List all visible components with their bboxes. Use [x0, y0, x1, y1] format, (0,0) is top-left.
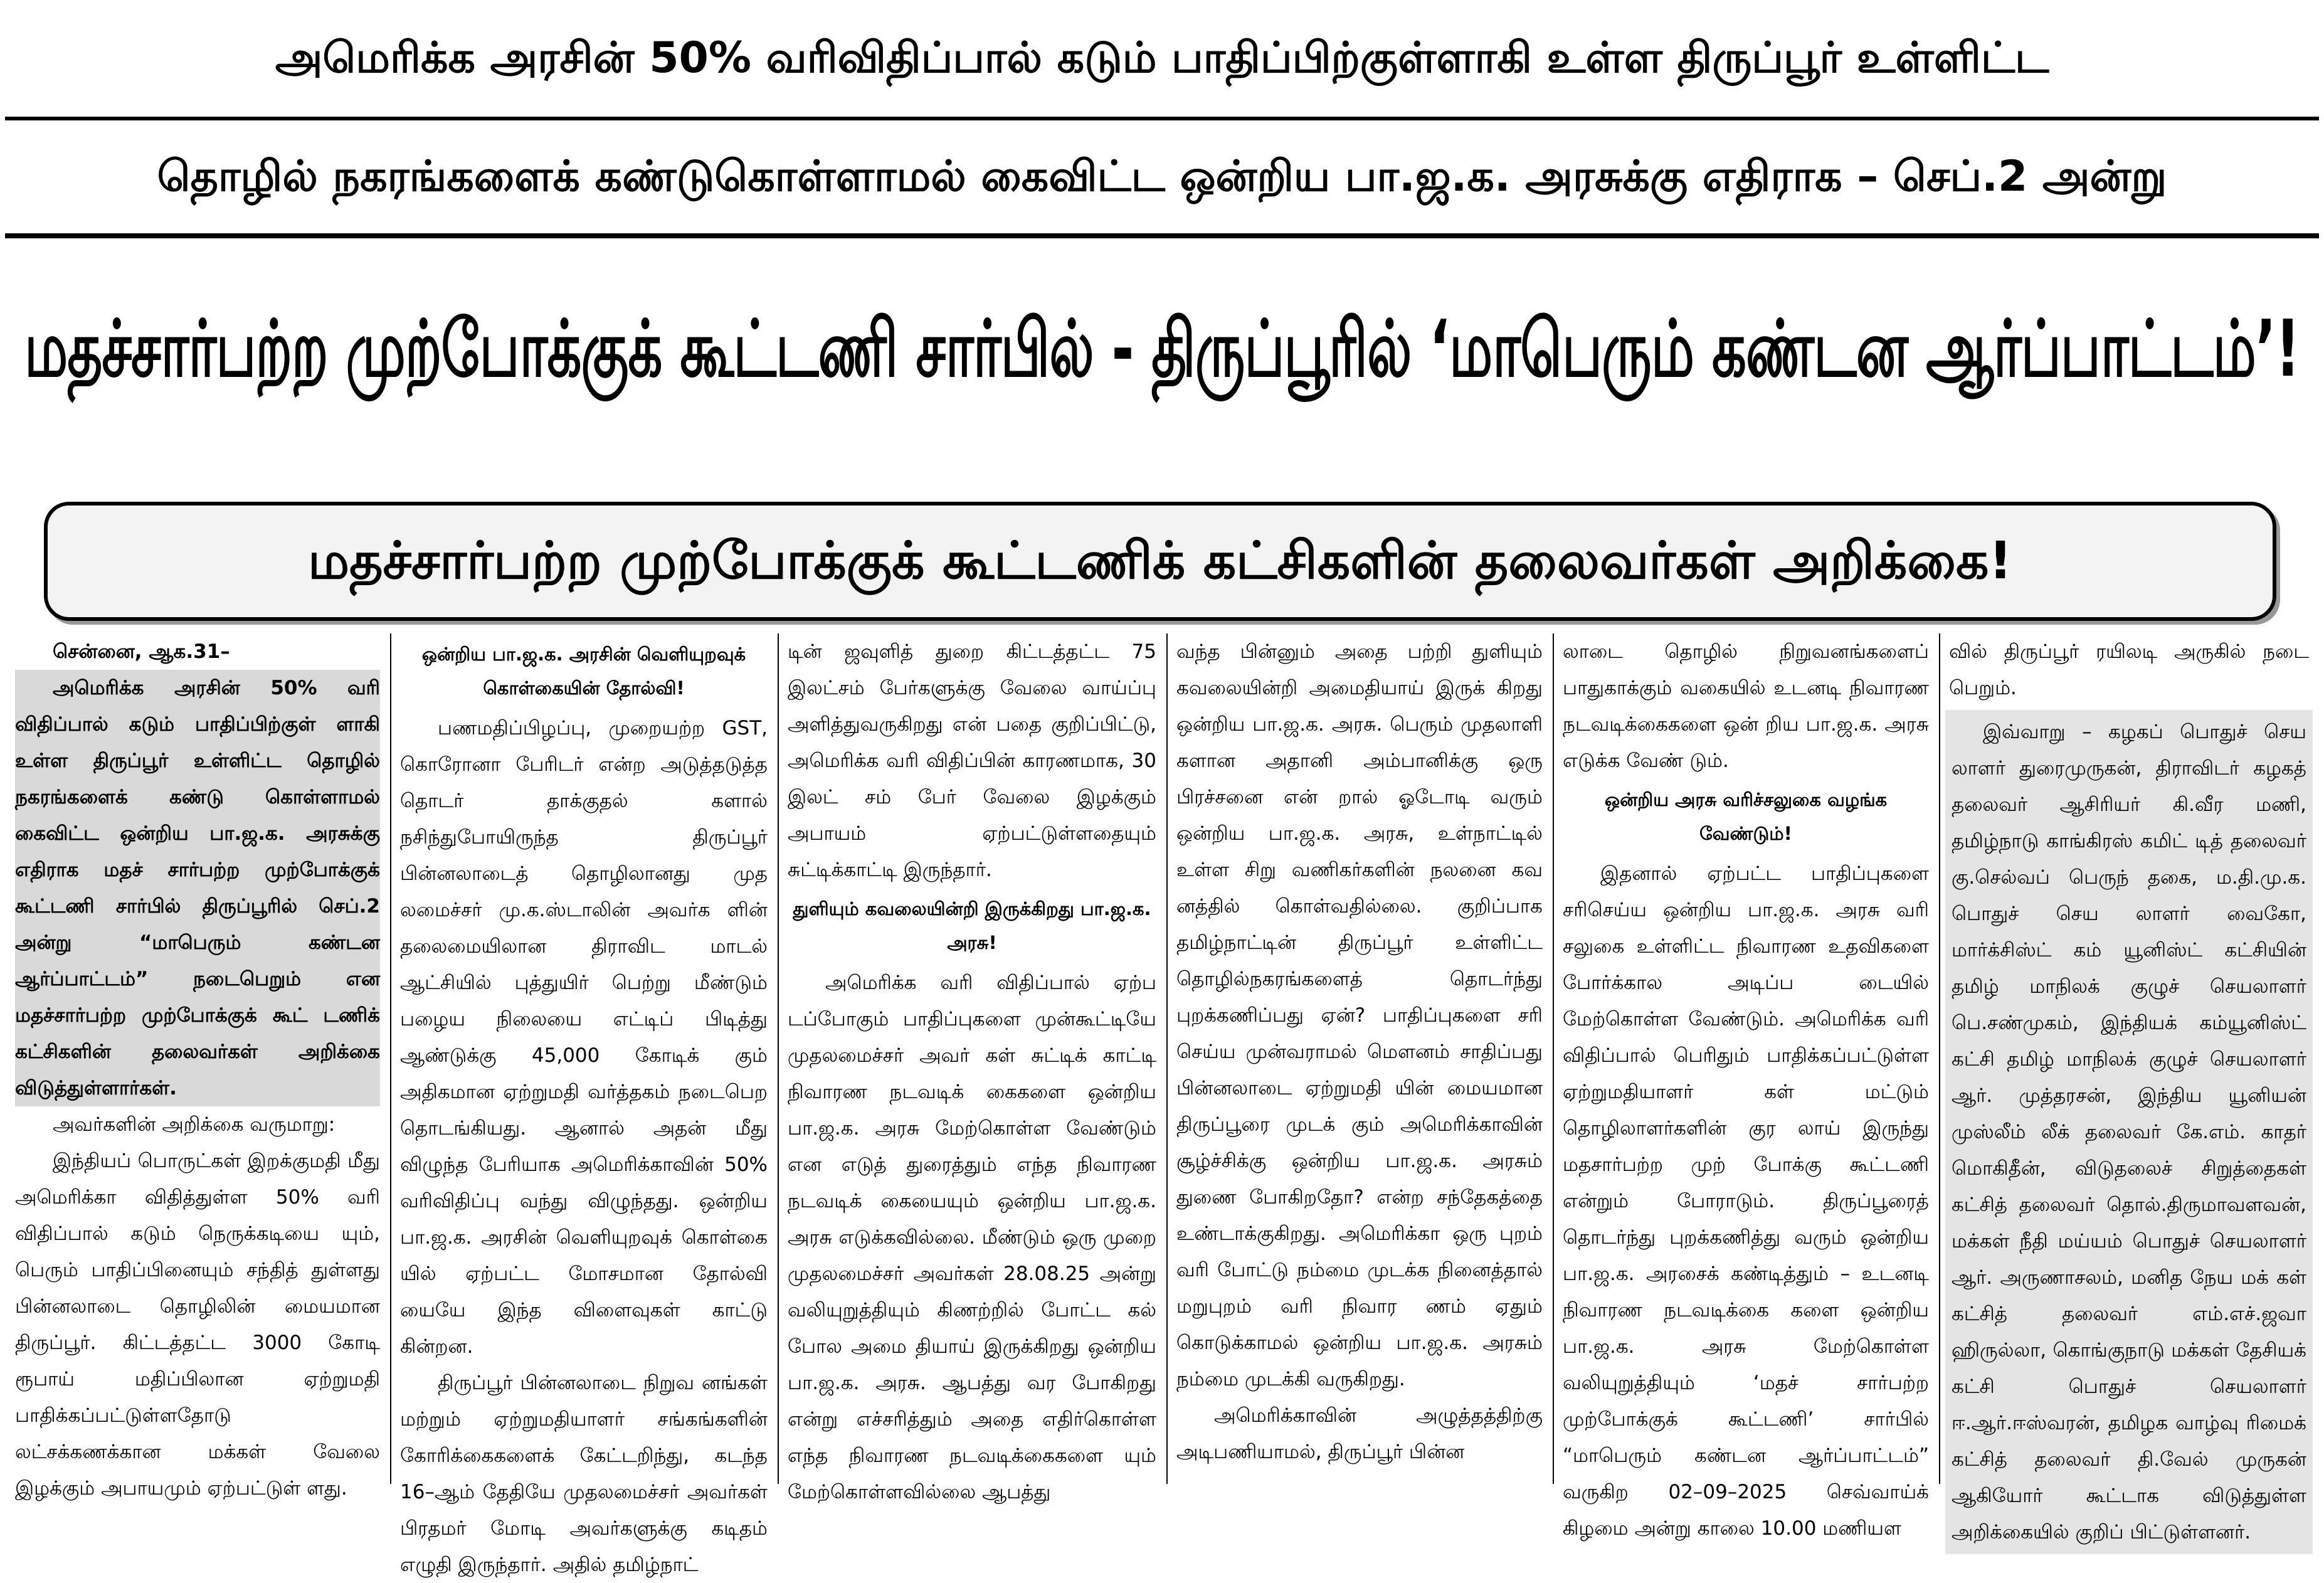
- paragraph: இந்தியப் பொருட்கள் இறக்குமதி மீது அமெரிக்கா விதித்துள்ள 50% வரி விதிப்பால் கடும் நெருக்கடியை யும், பெரும் பாதிப்பினையும் சந்தித் துள்ளது பின்னலாடை தொழிலின் மையமான திருப்பூர். கிட்டத்தட்ட 3000 கோடி ரூபாய் மதிப்பிலான ஏற்றுமதி பாதிக்கப்பட்டுள்ளதோடு லட்சக்கணக்கான மக்கள் வேலை இழக்கும் அபாயமும் ஏற்பட்டுள் ளது.: [15, 1150, 380, 1500]
- paragraph: திருப்பூர் பின்னலாடை நிறுவ னங்கள் மற்றும் ஏற்றுமதியாளர் சங்கங்களின் கோரிக்கைகளைக் கேட்டறிந்து, கடந்த 16–ஆம் தேதியே முதலமைச்சர் அவர்கள் பிரதமர் மோடி அவர்களுக்கு கடிதம் எழுதி இருந்தார். அதில் தமிழ்நாட்: [400, 1372, 768, 1576]
- headline-main: மதச்சார்பற்ற முற்போக்குக் கூட்டணி சார்பில் - திருப்பூரில் ‘மாபெரும் கண்டன ஆர்ப்பாட்டம்’!: [24, 304, 2300, 395]
- subheadline-box: மதச்சார்பற்ற முற்போக்குக் கூட்டணிக் கட்சிகளின் தலைவர்கள் அறிக்கை!: [44, 502, 2276, 621]
- column-5: [1554, 633, 1938, 1540]
- headline-line-2: தொழில் நகரங்களைக் கண்டுகொள்ளாமல் கைவிட்ட ஒன்றிய பா.ஜ.க. அரசுக்கு எதிராக – செப்.2 அன்று: [157, 152, 2167, 201]
- column-2: [391, 633, 776, 1576]
- paragraph: வில் திருப்பூர் ரயிலடி அருகில் நடை பெறும்.: [1949, 640, 2309, 699]
- column-6: [1940, 633, 2318, 1543]
- paragraph: அவர்களின் அறிக்கை வருமாறு:: [53, 1113, 335, 1136]
- signatories-paragraph: இவ்வாறு – கழகப் பொதுச் செய லாளர் துரைமுருகன், திராவிடர் கழகத் தலைவர் ஆசிரியர் கி.வீர மணி, தமிழ்நாடு காங்கிரஸ் கமிட் டித் தலைவர் கு.செல்வப் பெருந் தகை, ம.தி.மு.க. பொதுச் செய லாளர் வைகோ, மார்க்சிஸ்ட் கம் யூனிஸ்ட் கட்சியின் தமிழ் மாநிலக் குழுச் செயலாளர் பெ.சண்முகம், இந்தியக் கம்யூனிஸ்ட் கட்சி தமிழ் மாநிலக் குழுச் செயலாளர் ஆர். முத்தரசன், இந்திய யூனியன் முஸ்லீம் லீக் தலைவர் கே.எம். காதர் மொகிதீன், விடுதலைச் சிறுத்தைகள் கட்சித் தலைவர் தொல்.திருமாவளவன், மக்கள் நீதி மய்யம் பொதுச் செயலாளர் ஆர். அருணாசலம், மனித நேய மக் கள் கட்சித் தலைவர் எம்.எச்.ஜவா ஹிருல்லா, கொங்குநாடு மக்கள் தேசியக் கட்சி பொதுச் செயலாளர் ஈ.ஆர்.ஈஸ்வரன், தமிழக வாழ்வு ரிமைக் கட்சித் தலைவர் தி.வேல் முருகன் ஆகியோர் கூட்டாக விடுத்துள்ள அறிக்கையில் குறிப் பிட்டுள்ளனர்.: [1945, 710, 2313, 1554]
- column-3: [779, 633, 1165, 1503]
- paragraph: வந்த பின்னும் அதை பற்றி துளியும் கவலையின்றி அமைதியாய் இருக் கிறது ஒன்றிய பா.ஜ.க. அரசு. பெரும் முதலாளி களான அதானி அம்பானிக்கு ஒரு பிரச்சனை என் றால் ஓடோடி வரும் ஒன்றிய பா.ஜ.க. அரசு, உள்நாட்டில் உள்ள சிறு வணிகர்களின் நலனை கவ னத்தில் கொள்வதில்லை. குறிப்பாக தமிழ்நாட்டின் திருப்பூர் உள்ளிட்ட தொழில்நகரங்களைத் தொடர்ந்து புறக்கணிப்பது ஏன்? பாதிப்புகளை சரி செய்ய முன்வராமல் மௌனம் சாதிப்பது பின்னலாடை ஏற்றுமதி யின் மையமான திருப்பூரை முடக் கும் அமெரிக்காவின் சூழ்ச்சிக்கு ஒன்றிய பா.ஜ.க. அரசும் துணை போகிறதோ? என்ற சந்தேகத்தை உண்டாக்குகிறது. அமெரிக்கா ஒரு புறம் வரி போட்டு நம்மை முடக்க நினைத்தால் மறுபுறம் வரி நிவார ணம் ஏதும் கொடுக்காமல் ஒன்றிய பா.ஜ.க. அரசும் நம்மை முடக்கி வருகிறது.: [1176, 640, 1543, 1390]
- paragraph: அமெரிக்காவின் அழுத்தத்திற்கு அடிபணியாமல், திருப்பூர் பின்ன: [1176, 1404, 1543, 1463]
- lead-paragraph: அமெரிக்க அரசின் 50% வரி விதிப்பால் கடும் பாதிப்பிற்குள் ளாகி உள்ள திருப்பூர் உள்ளிட்ட தொழில் நகரங்களைக் கண்டு கொள்ளாமல் கைவிட்ட ஒன்றிய பா.ஜ.க. அரசுக்கு எதிராக மதச் சார்பற்ற முற்போக்குக் கூட்டணி சார்பில் திருப்பூரில் செப்.2 அன்று “மாபெரும் கண்டன ஆர்ப்பாட்டம்” நடைபெறும் என மதச்சார்பற்ற முற்போக்குக் கூட் டணிக் கட்சிகளின் தலைவர்கள் அறிக்கை விடுத்துள்ளார்கள்.: [15, 670, 380, 1106]
- section-subhead: ஒன்றிய அரசு வரிச்சலுகை வழங்க வேண்டும்!: [1604, 789, 1888, 844]
- paragraph: டின் ஜவுளித் துறை கிட்டத்தட்ட 75 இலட்சம் பேர்களுக்கு வேலை வாய்ப்பு அளித்துவருகிறது என் பதை குறிப்பிட்டு, அமெரிக்க வரி விதிப்பின் காரணமாக, 30 இலட் சம் பேர் வேலை இழக்கும் அபாயம் ஏற்பட்டுள்ளதையும் சுட்டிக்காட்டி இருந்தார்.: [788, 640, 1156, 881]
- paragraph: லாடை தொழில் நிறுவனங்களைப் பாதுகாக்கும் வகையில் உடனடி நிவாரண நடவடிக்கைகளை ஒன் றிய பா.ஜ.க. அரசு எடுக்க வேண் டும்.: [1563, 640, 1929, 772]
- paragraph: இதனால் ஏற்பட்ட பாதிப்புகளை சரிசெய்ய ஒன்றிய பா.ஜ.க. அரசு வரி சலுகை உள்ளிட்ட நிவாரண உதவிகளை போர்க்கால அடிப்ப டையில் மேற்கொள்ள வேண்டும். அமெரிக்க வரி விதிப்பால் பெரிதும் பாதிக்கப்பட்டுள்ள ஏற்றுமதியாளர் கள் மட்டும் தொழிலாளர்களின் குர லாய் இருந்து மதசார்பற்ற முற் போக்கு கூட்டணி என்றும் போராடும். திருப்பூரைத் தொடர்ந்து புறக்கணித்து வரும் ஒன்றிய பா.ஜ.க. அரசைக் கண்டித்தும் – உடனடி நிவாரண நடவடிக்கை களை ஒன்றிய பா.ஜ.க. அரசு மேற்கொள்ள வலியுறுத்தியும் ‘மதச் சார்பற்ற முற்போக்குக் கூட்டணி’ சார்பில் “மாபெரும் கண்டன ஆர்ப்பாட்டம்” வருகிற 02–09–2025 செவ்வாய்க் கிழமை அன்று காலை 10.00 மணியள: [1563, 862, 1929, 1540]
- headline-line-1: அமெரிக்க அரசின் 50% வரிவிதிப்பால் கடும் பாதிப்பிற்குள்ளாகி உள்ள திருப்பூர் உள்ளிட்ட: [275, 33, 2049, 83]
- divider: [5, 117, 2319, 120]
- paragraph: பணமதிப்பிழப்பு, முறையற்ற GST, கொரோனா பேரிடர் என்ற அடுத்தடுத்த தொடர் தாக்குதல் களால் நசிந்துபோயிருந்த திருப்பூர் பின்னலாடைத் தொழிலானது முத லமைச்சர் மு.க.ஸ்டாலின் அவர்க ளின் தலைமையிலான திராவிட மாடல் ஆட்சியில் புத்துயிர் பெற்று மீண்டும் பழைய நிலையை எட்டிப் பிடித்து ஆண்டுக்கு 45,000 கோடிக் கும் அதிகமான ஏற்றுமதி வர்த்தகம் நடைபெற தொடங்கியது. ஆனால் அதன் மீது விழுந்த பேரியாக அமெரிக்காவின் 50% வரிவிதிப்பு வந்து விழுந்தது. ஒன்றிய பா.ஜ.க. அரசின் வெளியுறவுக் கொள்கை யில் ஏற்பட்ட மோசமான தோல்வி யையே இந்த விளைவுகள் காட்டு கின்றன.: [400, 717, 768, 1358]
- paragraph: அமெரிக்க வரி விதிப்பால் ஏற்ப டப்போகும் பாதிப்புகளை முன்கூட்டியே முதலமைச்சர் அவர் கள் சுட்டிக் காட்டி நிவாரண நடவடிக் கைகளை ஒன்றிய பா.ஜ.க. அரசு மேற்கொள்ள வேண்டும் என எடுத் துரைத்தும் எந்த நிவாரண நடவடிக் கையையும் ஒன்றிய பா.ஜ.க. அரசு எடுக்கவில்லை. மீண்டும் ஒரு முறை முதலமைச்சர் அவர்கள் 28.08.25 அன்று வலியுறுத்தியும் கிணற்றில் போட்ட கல் போல அமை தியாய் இருக்கிறது ஒன்றிய பா.ஜ.க. அரசு. ஆபத்து வர போகிறது என்று எச்சரித்தும் அதை எதிர்கொள்ள எந்த நிவாரண நடவடிக்கைகளை யும் மேற்கொள்ளவில்லை ஆபத்து: [788, 972, 1156, 1503]
- column-4: [1168, 633, 1551, 1484]
- dateline: சென்னை, ஆக.31–: [53, 640, 230, 663]
- section-subhead: துளியும் கவலையின்றி இருக்கிறது பா.ஜ.க. அரசு!: [793, 898, 1151, 953]
- section-subhead: ஒன்றிய பா.ஜ.க. அரசின் வெளியுறவுக் கொள்கையின் தோல்வி!: [421, 643, 746, 699]
- article-body: [6, 633, 2318, 1576]
- column-1: [6, 633, 389, 1500]
